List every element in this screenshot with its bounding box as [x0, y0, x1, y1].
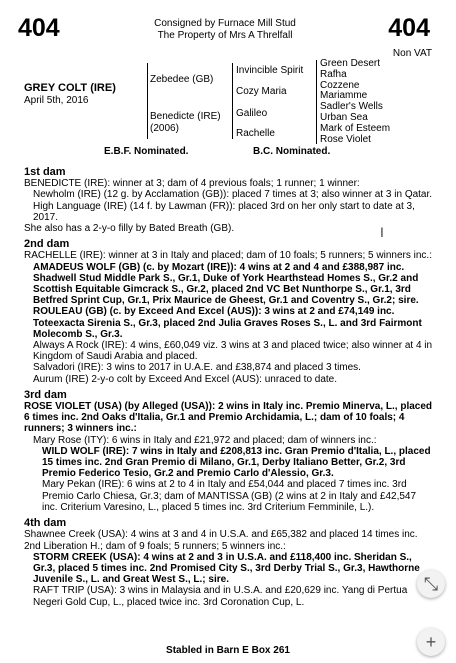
vat-status: Non VAT [392, 48, 432, 59]
stabling-info: Stabled in Barn E Box 261 [166, 645, 290, 656]
produce-record: Always A Rock (IRE): 4 wins, £60,049 viz. 3 wins at 3 and placed twice; also winner at 4 in Kingdom of Saudi Arabia and placed. [33, 340, 433, 363]
produce-record: ROULEAU (GB) (c. by Exceed And Excel (AUS)): 3 wins at 2 and £74,149 inc. Toteexacta Sirenia S., Gr.3, placed 2nd Julia Graves Roses S., L. and 3rd Fairmont Molecomb S., Gr.3. [33, 306, 422, 340]
produce-record: WILD WOLF (IRE): 7 wins in Italy and £208,813 inc. Gran Premio d'Italia, L., placed 15 times inc. 2nd Gran Premio di Milano, Gr.1, Derby Italiano Better, Gr.2, 3rd Premio Federico Tesio, Gr.2 and Premio Carlo d'Alessio, Gr.3. [42, 445, 431, 480]
collapse-button[interactable] [417, 570, 445, 598]
dam-name [150, 111, 221, 135]
grandsire-2: Galileo [236, 108, 268, 119]
ggp-item: Cozzene [320, 79, 360, 91]
ggp-item: Mark of Esteem [320, 122, 391, 134]
produce-record: RAFT TRIP (USA): 3 wins in Malaysia and in U.S.A. and £20,629 inc. Yang di Pertua Negeri Gold Cup, L., placed twice inc. 3rd Coronation Cup, L. [33, 585, 408, 608]
dam-record: ROSE VIOLET (USA) (by Alleged (USA)): 2 wins in Italy inc. Premio Minerva, L., placed 6 times inc. 2nd Oaks d'Italia, Gr.1 and Premio Archidamia, L.; dam of 10 foals; 4 runners; 3 winners inc.: [24, 401, 433, 435]
zoom-in-button[interactable] [417, 628, 445, 656]
owner-line: The Property of Mrs A Threlfall [157, 30, 293, 41]
produce-record: Newholm (IRE) (12 g. by Acclamation (GB)): placed 7 times at 3; also winner at 3 in Qatar. [33, 189, 433, 201]
ggp-item: Green Desert [320, 58, 381, 69]
dam-record: BENEDICTE (IRE): winner at 3; dam of 4 previous foals; 1 runner; 1 winner: [24, 178, 360, 190]
produce-record: STORM CREEK (USA): 4 wins at 2 and 3 in U.S.A. and £118,400 inc. Sheridan S., Gr.3, placed 5 times inc. 2nd Promised City S., 3rd Derby Trial S., Gr.3, Hawthorne Juvenile S., L. and Great West S., L.; sire. [33, 551, 420, 586]
ggp-item: Sadler's Wells [320, 101, 383, 113]
pedigree-divider [316, 60, 317, 144]
produce-record: Mary Pekan (IRE): 6 wins at 2 to 4 in Italy and £54,044 and placed 7 times inc. 3rd Premio Carlo Chiesa, Gr.3; dam of MANTISSA (GB) (2 wins at 2 in Italy and £42,547 inc. Criterium Varesino, L., placed 5 times inc. 3rd Criterium Femminile, L.). [42, 479, 417, 513]
ebf-nomination: E.B.F. Nominated. [104, 146, 189, 157]
dam-year: (2006) [150, 123, 179, 134]
produce-record: High Language (IRE) (14 f. by Lawman (FR)): placed 3rd on her only start to date at 3, 2017. [33, 200, 415, 223]
foaling-date: April 5th, 2016 [24, 95, 89, 106]
lot-number-left: 404 [18, 14, 60, 42]
ggp-item: Rafha [320, 68, 347, 80]
lot-number-right: 404 [388, 14, 430, 42]
section-title: 4th dam [24, 517, 67, 530]
text-cursor-icon: I [380, 224, 384, 240]
section-title: 1st dam [24, 166, 66, 178]
bc-nomination: B.C. Nominated. [253, 146, 331, 157]
pedigree-divider [232, 63, 233, 139]
plus-icon: + [425, 631, 437, 652]
produce-record: Mary Rose (ITY): 6 wins in Italy and £21,972 and placed; dam of winners inc.: [33, 434, 377, 446]
granddam-1: Cozy Maria [236, 86, 287, 97]
granddam-2: Rachelle [236, 128, 275, 139]
produce-note: She also has a 2-y-o filly by Bated Breath (GB). [24, 223, 235, 235]
dam-record: Shawnee Creek (USA): 4 wins at 3 and 4 in U.S.A. and £65,382 and placed 14 times inc. 2nd Liberation H.; dam of 9 foals; 5 runners; 5 winners inc.: [24, 529, 418, 552]
sire-name: Zebedee (GB) [150, 74, 214, 85]
horse-name: GREY COLT (IRE) [24, 82, 116, 94]
dam-name-line: Benedicte (IRE) [150, 111, 221, 122]
ggp-item: Urban Sea [320, 111, 368, 123]
ggp-item: Mariamme [320, 90, 368, 102]
produce-record: Salvadori (IRE): 3 wins to 2017 in U.A.E. and £38,874 and placed 3 times. [33, 362, 361, 374]
section-title: 2nd dam [24, 238, 70, 251]
consignor-line: Consigned by Furnace Mill Stud [154, 18, 296, 29]
dam-record: RACHELLE (IRE): winner at 3 in Italy and placed; dam of 10 foals; 5 runners; 5 winners inc.: [24, 250, 432, 262]
consignor-block [120, 18, 330, 42]
section-title: 3rd dam [24, 388, 67, 401]
produce-record: Aurum (IRE) 2-y-o colt by Exceed And Excel (AUS): unraced to date. [33, 373, 338, 385]
produce-record: AMADEUS WOLF (GB) (c. by Mozart (IRE)): 4 wins at 2 and 4 and £388,987 inc. Shadwell Stud Middle Park S., Gr.1, Duke of York Hearthstead Homes S., Gr.2 and Scottish Equitable Gimcrack S., Gr.2, placed 2nd VC Bet Nunthorpe S., Gr.1, 3rd Betfred Sprint Cup, Gr.1, Prix Maurice de Gheest, Gr.1 and Coventry S., Gr.2; sire. [33, 261, 419, 307]
grandsire-1: Invincible Spirit [236, 65, 304, 76]
pedigree-divider [147, 63, 148, 139]
ggp-item: Rose Violet [320, 133, 371, 145]
dam-history [24, 162, 434, 608]
great-grandparents [320, 59, 390, 145]
collapse-arrows-icon: ⤡ [423, 573, 439, 594]
